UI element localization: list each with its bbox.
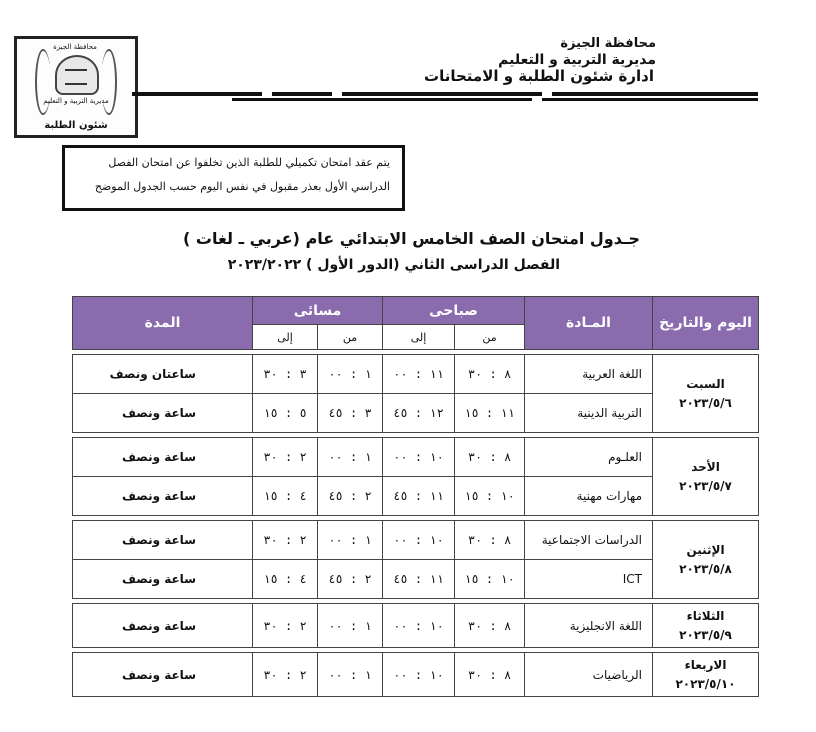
exam-schedule-table bbox=[72, 296, 759, 697]
morning-from-cell: ٨ : ٣٠ bbox=[455, 355, 525, 394]
evening-to-cell: ٢ : ٣٠ bbox=[253, 438, 318, 477]
day-cell bbox=[653, 604, 759, 648]
morning-to-cell: ١١ : ٤٥ bbox=[383, 560, 455, 599]
evening-to-cell: ٤ : ١٥ bbox=[253, 560, 318, 599]
morning-to-cell: ١١ : ٠٠ bbox=[383, 355, 455, 394]
schedule-title: جـدول امتحان الصف الخامس الابتدائي عام (عربي ـ لغات ) bbox=[182, 229, 640, 248]
header-evening-to: إلى bbox=[253, 325, 318, 350]
directorate-heading: مديرية التربية و التعليم bbox=[498, 52, 656, 68]
table-row bbox=[73, 521, 759, 560]
table-row bbox=[73, 355, 759, 394]
day-cell bbox=[653, 438, 759, 516]
day-name: الإثنين bbox=[686, 542, 725, 557]
day-name: السبت bbox=[686, 376, 725, 391]
header-day-date: اليوم والتاريخ bbox=[653, 297, 759, 350]
header-morning-from: من bbox=[455, 325, 525, 350]
evening-from-cell: ١ : ٠٠ bbox=[318, 355, 383, 394]
day-cell bbox=[653, 355, 759, 433]
subject-cell: اللغة العربية bbox=[525, 355, 653, 394]
morning-to-cell: ١٠ : ٠٠ bbox=[383, 604, 455, 648]
notice-line-2: الدراسي الأول بعذر مقبول في نفس اليوم حسب الجدول الموضح bbox=[94, 180, 390, 193]
logo-bottom-text: شئون الطلبة bbox=[44, 120, 108, 131]
schedule-subtitle: الفصل الدراسى الثاني (الدور الأول ) ٢٠٢٣/٢٠٢٢ bbox=[227, 257, 560, 273]
governorate-heading: محافظة الجيزة bbox=[560, 36, 656, 51]
table-row bbox=[73, 604, 759, 648]
morning-from-cell: ٨ : ٣٠ bbox=[455, 653, 525, 697]
evening-from-cell: ١ : ٠٠ bbox=[318, 653, 383, 697]
day-name: الأحد bbox=[691, 459, 720, 474]
duration-cell: ساعة ونصف bbox=[73, 560, 253, 599]
header-divider bbox=[132, 92, 758, 104]
duration-cell: ساعة ونصف bbox=[73, 604, 253, 648]
day-date: ٢٠٢٣/٥/٧ bbox=[679, 478, 732, 493]
header-evening-from: من bbox=[318, 325, 383, 350]
day-date: ٢٠٢٣/٥/١٠ bbox=[675, 676, 736, 691]
morning-to-cell: ١٠ : ٠٠ bbox=[383, 438, 455, 477]
logo-top-text: محافظة الجيزة bbox=[53, 43, 97, 51]
evening-to-cell: ٤ : ١٥ bbox=[253, 477, 318, 516]
day-name: الاربعاء bbox=[684, 657, 727, 672]
header-evening: مسائى bbox=[253, 297, 383, 325]
duration-cell: ساعة ونصف bbox=[73, 521, 253, 560]
morning-to-cell: ١٠ : ٠٠ bbox=[383, 521, 455, 560]
morning-to-cell: ١٢ : ٤٥ bbox=[383, 394, 455, 433]
subject-cell: اللغة الانجليزية bbox=[525, 604, 653, 648]
morning-to-cell: ١٠ : ٠٠ bbox=[383, 653, 455, 697]
duration-cell: ساعة ونصف bbox=[73, 477, 253, 516]
morning-from-cell: ٨ : ٣٠ bbox=[455, 604, 525, 648]
evening-to-cell: ٣ : ٣٠ bbox=[253, 355, 318, 394]
header-morning-to: إلى bbox=[383, 325, 455, 350]
day-name: الثلاثاء bbox=[686, 608, 725, 623]
logo-band-text: مديرية التربية و التعليم bbox=[43, 97, 109, 105]
day-date: ٢٠٢٣/٥/٦ bbox=[679, 395, 732, 410]
subject-cell: مهارات مهنية bbox=[525, 477, 653, 516]
duration-cell: ساعة ونصف bbox=[73, 394, 253, 433]
subject-cell: الرياضيات bbox=[525, 653, 653, 697]
morning-from-cell: ٨ : ٣٠ bbox=[455, 438, 525, 477]
evening-from-cell: ١ : ٠٠ bbox=[318, 604, 383, 648]
wreath-right-icon bbox=[101, 49, 117, 115]
subject-cell: ICT bbox=[525, 560, 653, 599]
evening-to-cell: ٢ : ٣٠ bbox=[253, 604, 318, 648]
header-duration: المدة bbox=[73, 297, 253, 350]
evening-from-cell: ٣ : ٤٥ bbox=[318, 394, 383, 433]
duration-cell: ساعتان ونصف bbox=[73, 355, 253, 394]
duration-cell: ساعة ونصف bbox=[73, 438, 253, 477]
morning-to-cell: ١١ : ٤٥ bbox=[383, 477, 455, 516]
morning-from-cell: ١٠ : ١٥ bbox=[455, 477, 525, 516]
evening-to-cell: ٢ : ٣٠ bbox=[253, 653, 318, 697]
morning-from-cell: ١٠ : ١٥ bbox=[455, 560, 525, 599]
day-cell bbox=[653, 653, 759, 697]
wreath-left-icon bbox=[35, 49, 51, 115]
notice-line-1: يتم عقد امتحان تكميلي للطلبة الذين تخلفوا عن امتحان الفصل bbox=[108, 156, 390, 169]
duration-cell: ساعة ونصف bbox=[73, 653, 253, 697]
header-morning: صباحى bbox=[383, 297, 525, 325]
day-date: ٢٠٢٣/٥/٩ bbox=[679, 627, 732, 642]
evening-from-cell: ١ : ٠٠ bbox=[318, 438, 383, 477]
evening-from-cell: ٢ : ٤٥ bbox=[318, 477, 383, 516]
subject-cell: الدراسات الاجتماعية bbox=[525, 521, 653, 560]
morning-from-cell: ٨ : ٣٠ bbox=[455, 521, 525, 560]
subject-cell: العلـوم bbox=[525, 438, 653, 477]
evening-to-cell: ٢ : ٣٠ bbox=[253, 521, 318, 560]
evening-from-cell: ٢ : ٤٥ bbox=[318, 560, 383, 599]
table-row bbox=[73, 438, 759, 477]
header-subject: المـادة bbox=[525, 297, 653, 350]
morning-from-cell: ١١ : ١٥ bbox=[455, 394, 525, 433]
subject-cell: التربية الدينية bbox=[525, 394, 653, 433]
department-logo bbox=[14, 36, 138, 138]
notice-box bbox=[62, 145, 405, 211]
evening-from-cell: ١ : ٠٠ bbox=[318, 521, 383, 560]
table-row bbox=[73, 653, 759, 697]
evening-to-cell: ٥ : ١٥ bbox=[253, 394, 318, 433]
book-emblem-icon bbox=[55, 55, 99, 95]
department-heading: ادارة شئون الطلبة و الامتحانات bbox=[424, 67, 654, 85]
day-cell bbox=[653, 521, 759, 599]
day-date: ٢٠٢٣/٥/٨ bbox=[679, 561, 732, 576]
